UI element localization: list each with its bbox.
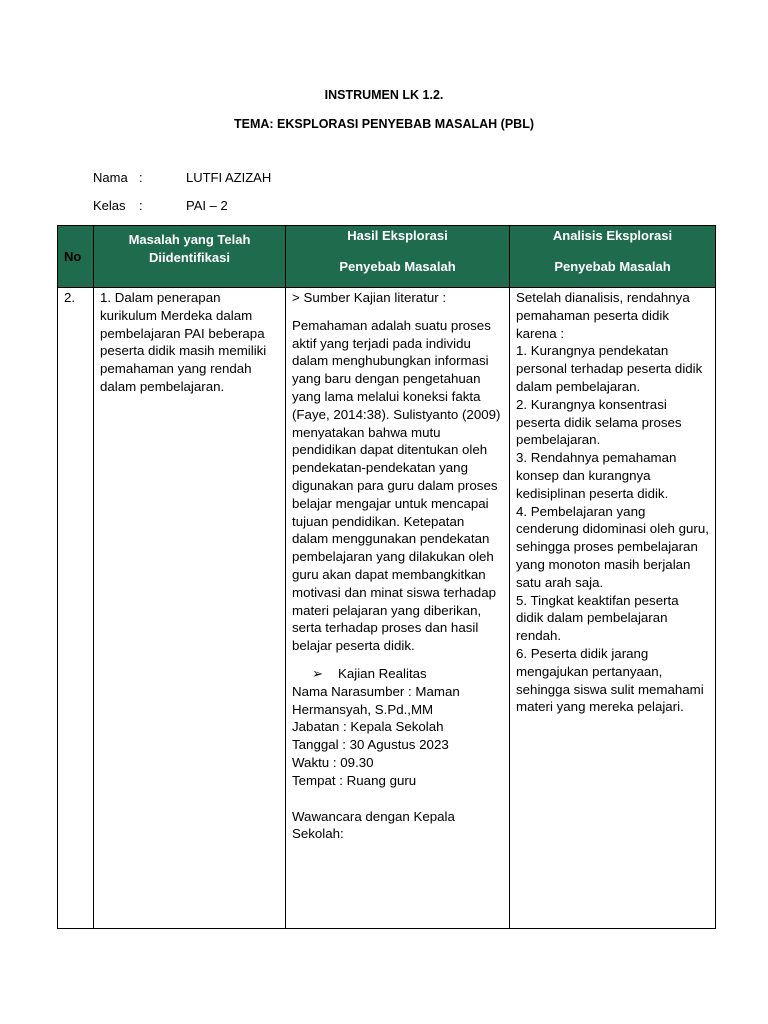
- place-text: Tempat : Ruang guru: [292, 772, 417, 788]
- problem-text: 1. Dalam penerapan kurikulum Merdeka dalam pembelajaran PAI beberapa peserta didik masih memiliki pemahaman yang rendah dalam pembelajaran.: [100, 290, 267, 394]
- class-value: PAI – 2: [186, 198, 228, 213]
- header-result-line2: Penyebab Masalah: [339, 259, 456, 274]
- header-analysis: [510, 226, 716, 288]
- header-analysis-line2: Penyebab Masalah: [554, 259, 671, 274]
- reality-heading: [292, 665, 503, 683]
- analysis-item: 2. Kurangnya konsentrasi peserta didik selama proses pembelajaran.: [516, 396, 682, 448]
- date-text: Tanggal : 30 Agustus 2023: [292, 737, 449, 753]
- interviewee-text: Nama Narasumber : Maman Hermansyah, S.Pd.,MM: [292, 683, 460, 717]
- analysis-item: 1. Kurangnya pendekatan personal terhadap peserta didik dalam pembelajaran.: [516, 343, 703, 394]
- document-title: INSTRUMEN LK 1.2.: [324, 88, 444, 102]
- source-label: > Sumber Kajian literatur :: [292, 290, 447, 305]
- name-value: LUTFI AZIZAH: [186, 170, 272, 185]
- row-problem-cell: [94, 288, 286, 929]
- table-header-row: [58, 226, 716, 288]
- document-theme: TEMA: EKSPLORASI PENYEBAB MASALAH (PBL): [233, 117, 534, 131]
- row-analysis-cell: [510, 288, 716, 929]
- literature-text: Pemahaman adalah suatu proses aktif yang terjadi pada individu dalam menghubungkan informasi yang baru dengan pengetahuan yang lama melalui koneksi fakta (Faye, 2014:38). Sulistyanto (2009) menyatakan bahwa mutu pendidikan dapat ditentukan oleh pendekatan-pendekatan yang digunakan para guru dalam proses belajar mengajar untuk mencapai tujuan pendidikan. Ketepatan dalam menggunakan pendekatan pembelajaran yang dilakukan oleh guru akan dapat membangkitkan motivasi dan minat siswa terhadap materi pelajaran yang diberikan, serta terhadap proses dan hasil belajar peserta didik.: [292, 317, 501, 654]
- class-label: Kelas: [93, 198, 126, 213]
- interview-text: Wawancara dengan Kepala Sekolah:: [292, 808, 455, 842]
- header-analysis-line1: Analisis Eksplorasi: [552, 228, 673, 243]
- row-result-cell: [286, 288, 510, 929]
- header-no-label: No: [64, 248, 82, 264]
- exploration-table: [57, 225, 716, 929]
- analysis-intro: Setelah dianalisis, rendahnya pemahaman peserta didik karena :: [516, 290, 690, 341]
- time-text: Waktu : 09.30: [292, 754, 374, 770]
- table-row: [58, 288, 716, 929]
- arrow-bullet-icon: ➢: [312, 665, 324, 681]
- header-result: [286, 226, 510, 288]
- row-no-cell: [58, 288, 94, 929]
- header-no: [58, 226, 94, 288]
- class-separator: :: [139, 198, 143, 213]
- header-result-line1: Hasil Eksplorasi: [347, 228, 448, 243]
- header-problem-label: Masalah yang Telah Diidentifikasi: [128, 232, 251, 265]
- analysis-item: 4. Pembelajaran yang cenderung didominasi oleh guru, sehingga proses pembelajaran yang monoton masih berjalan satu arah saja.: [516, 503, 709, 590]
- analysis-item: 3. Rendahnya pemahaman konsep dan kurangnya kedisiplinan peserta didik.: [516, 450, 677, 501]
- name-separator: :: [139, 170, 143, 185]
- analysis-item: 5. Tingkat keaktifan peserta didik dalam pembelajaran rendah.: [516, 592, 679, 644]
- position-text: Jabatan : Kepala Sekolah: [292, 719, 444, 735]
- row-number: 2.: [64, 290, 76, 305]
- reality-label: Kajian Realitas: [338, 665, 427, 681]
- analysis-item: 6. Peserta didik jarang mengajukan pertanyaan, sehingga siswa sulit memahami materi yang mereka pelajari.: [516, 645, 704, 715]
- header-problem: [94, 226, 286, 288]
- name-label: Nama: [93, 170, 128, 185]
